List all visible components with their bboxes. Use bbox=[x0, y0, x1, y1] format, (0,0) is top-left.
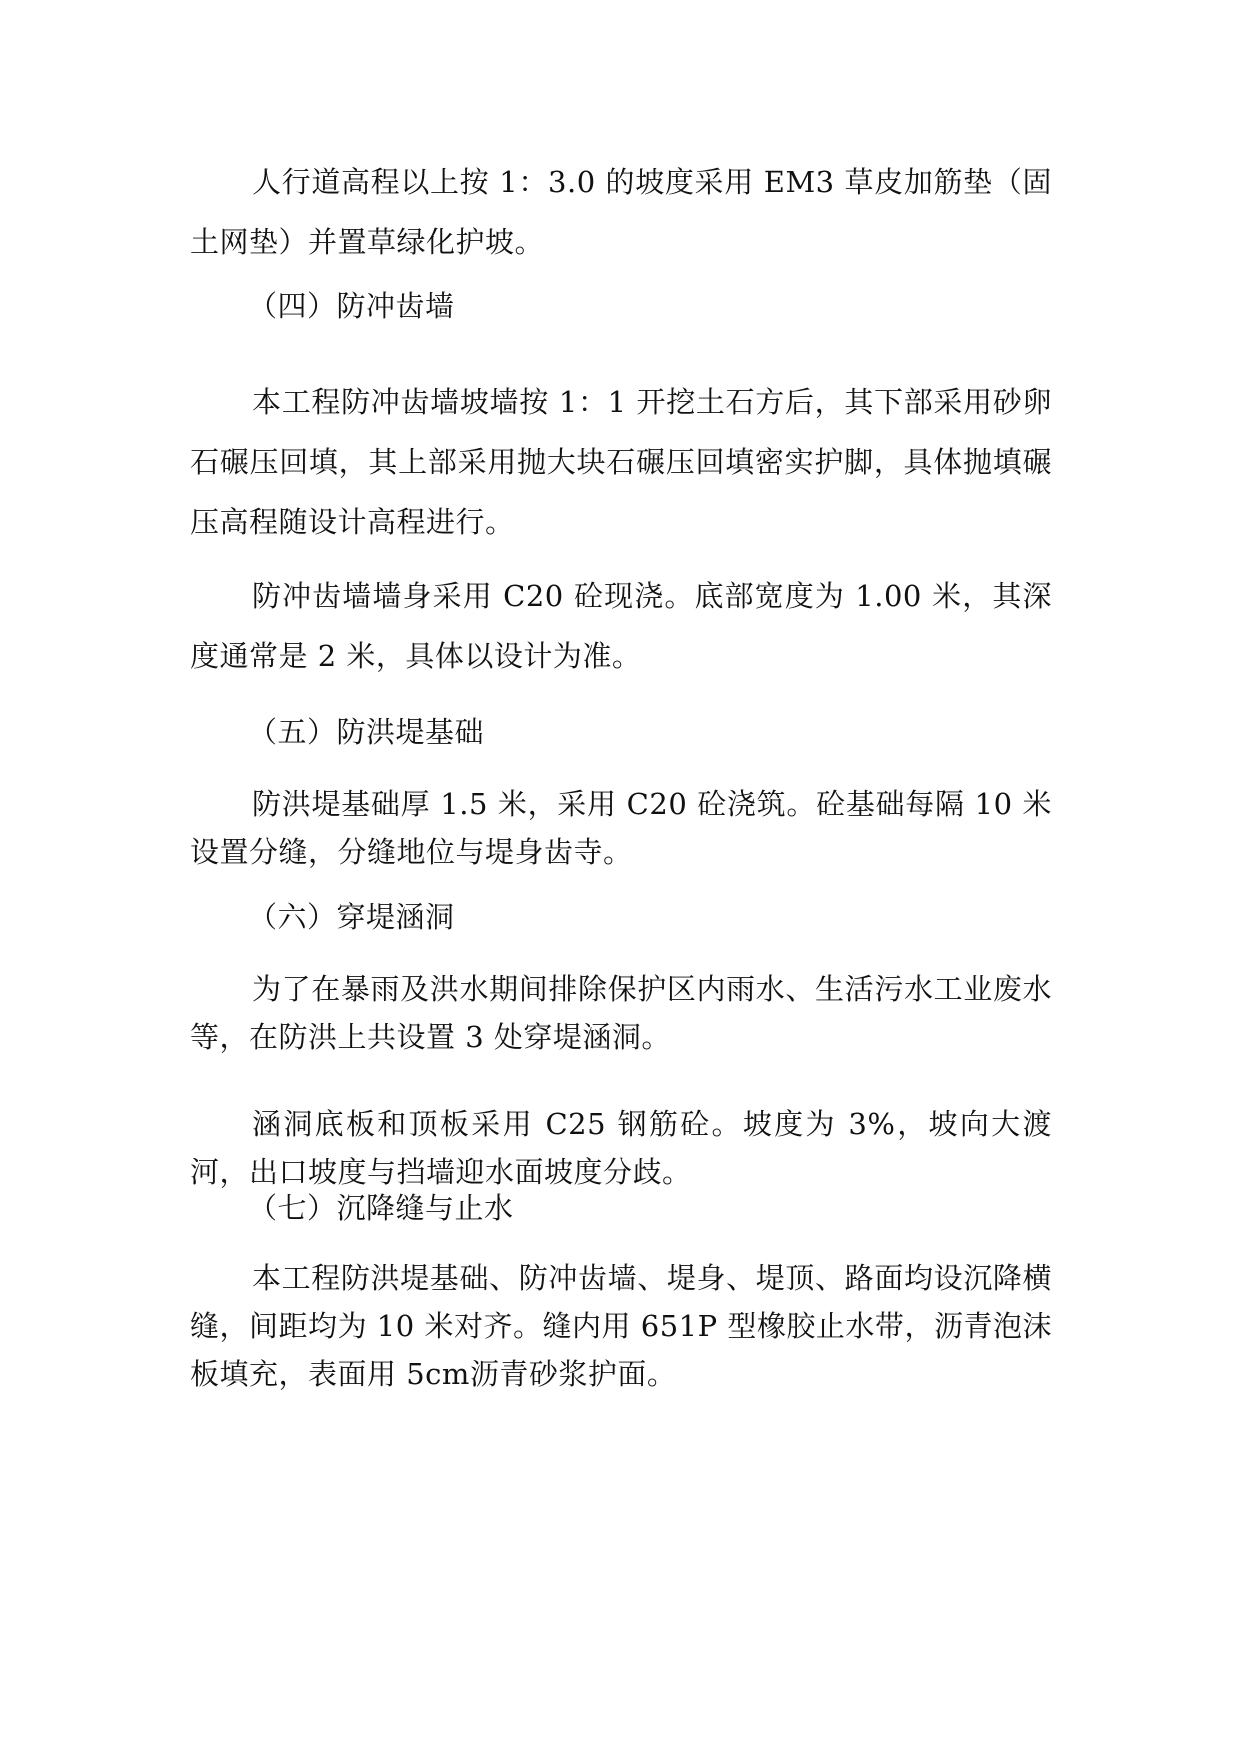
heading-cutoff-wall: （四）防冲齿墙 bbox=[248, 289, 455, 323]
paragraph-slope-protection: 人行道高程以上按 1：3.0 的坡度采用 EM3 草皮加筋垫（固土网垫）并置草绿化护坡。 bbox=[190, 165, 1052, 259]
heading-settlement-joint: （七）沉降缝与止水 bbox=[248, 1191, 514, 1225]
paragraph-cutoff-wall-excavation: 本工程防冲齿墙坡墙按 1：1 开挖土石方后，其下部采用砂卵石碾压回填，其上部采用抛大块石碾压回填密实护脚，具体抛填碾压高程随设计高程进行。 bbox=[190, 385, 1052, 539]
paragraph-culvert-slab: 涵洞底板和顶板采用 C25 钢筋砼。坡度为 3%，坡向大渡河，出口坡度与挡墙迎水面坡度分歧。 bbox=[190, 1107, 1052, 1189]
heading-levee-foundation: （五）防洪堤基础 bbox=[248, 715, 485, 749]
paragraph-settlement-joint: 本工程防洪堤基础、防冲齿墙、堤身、堤顶、路面均设沉降横缝，间距均为 10 米对齐。缝内用 651P 型橡胶止水带，沥青泡沫板填充，表面用 5cm沥青砂浆护面。 bbox=[190, 1261, 1052, 1391]
paragraph-culvert-purpose: 为了在暴雨及洪水期间排除保护区内雨水、生活污水工业废水等，在防洪上共设置 3 处穿堤涵洞。 bbox=[190, 972, 1052, 1054]
paragraph-levee-foundation: 防洪堤基础厚 1.5 米，采用 C20 砼浇筑。砼基础每隔 10 米设置分缝，分缝地位与堤身齿寺。 bbox=[190, 787, 1052, 869]
paragraph-cutoff-wall-body: 防冲齿墙墙身采用 C20 砼现浇。底部宽度为 1.00 米，其深度通常是 2 米，具体以设计为准。 bbox=[190, 579, 1052, 673]
heading-culvert: （六）穿堤涵洞 bbox=[248, 900, 455, 934]
